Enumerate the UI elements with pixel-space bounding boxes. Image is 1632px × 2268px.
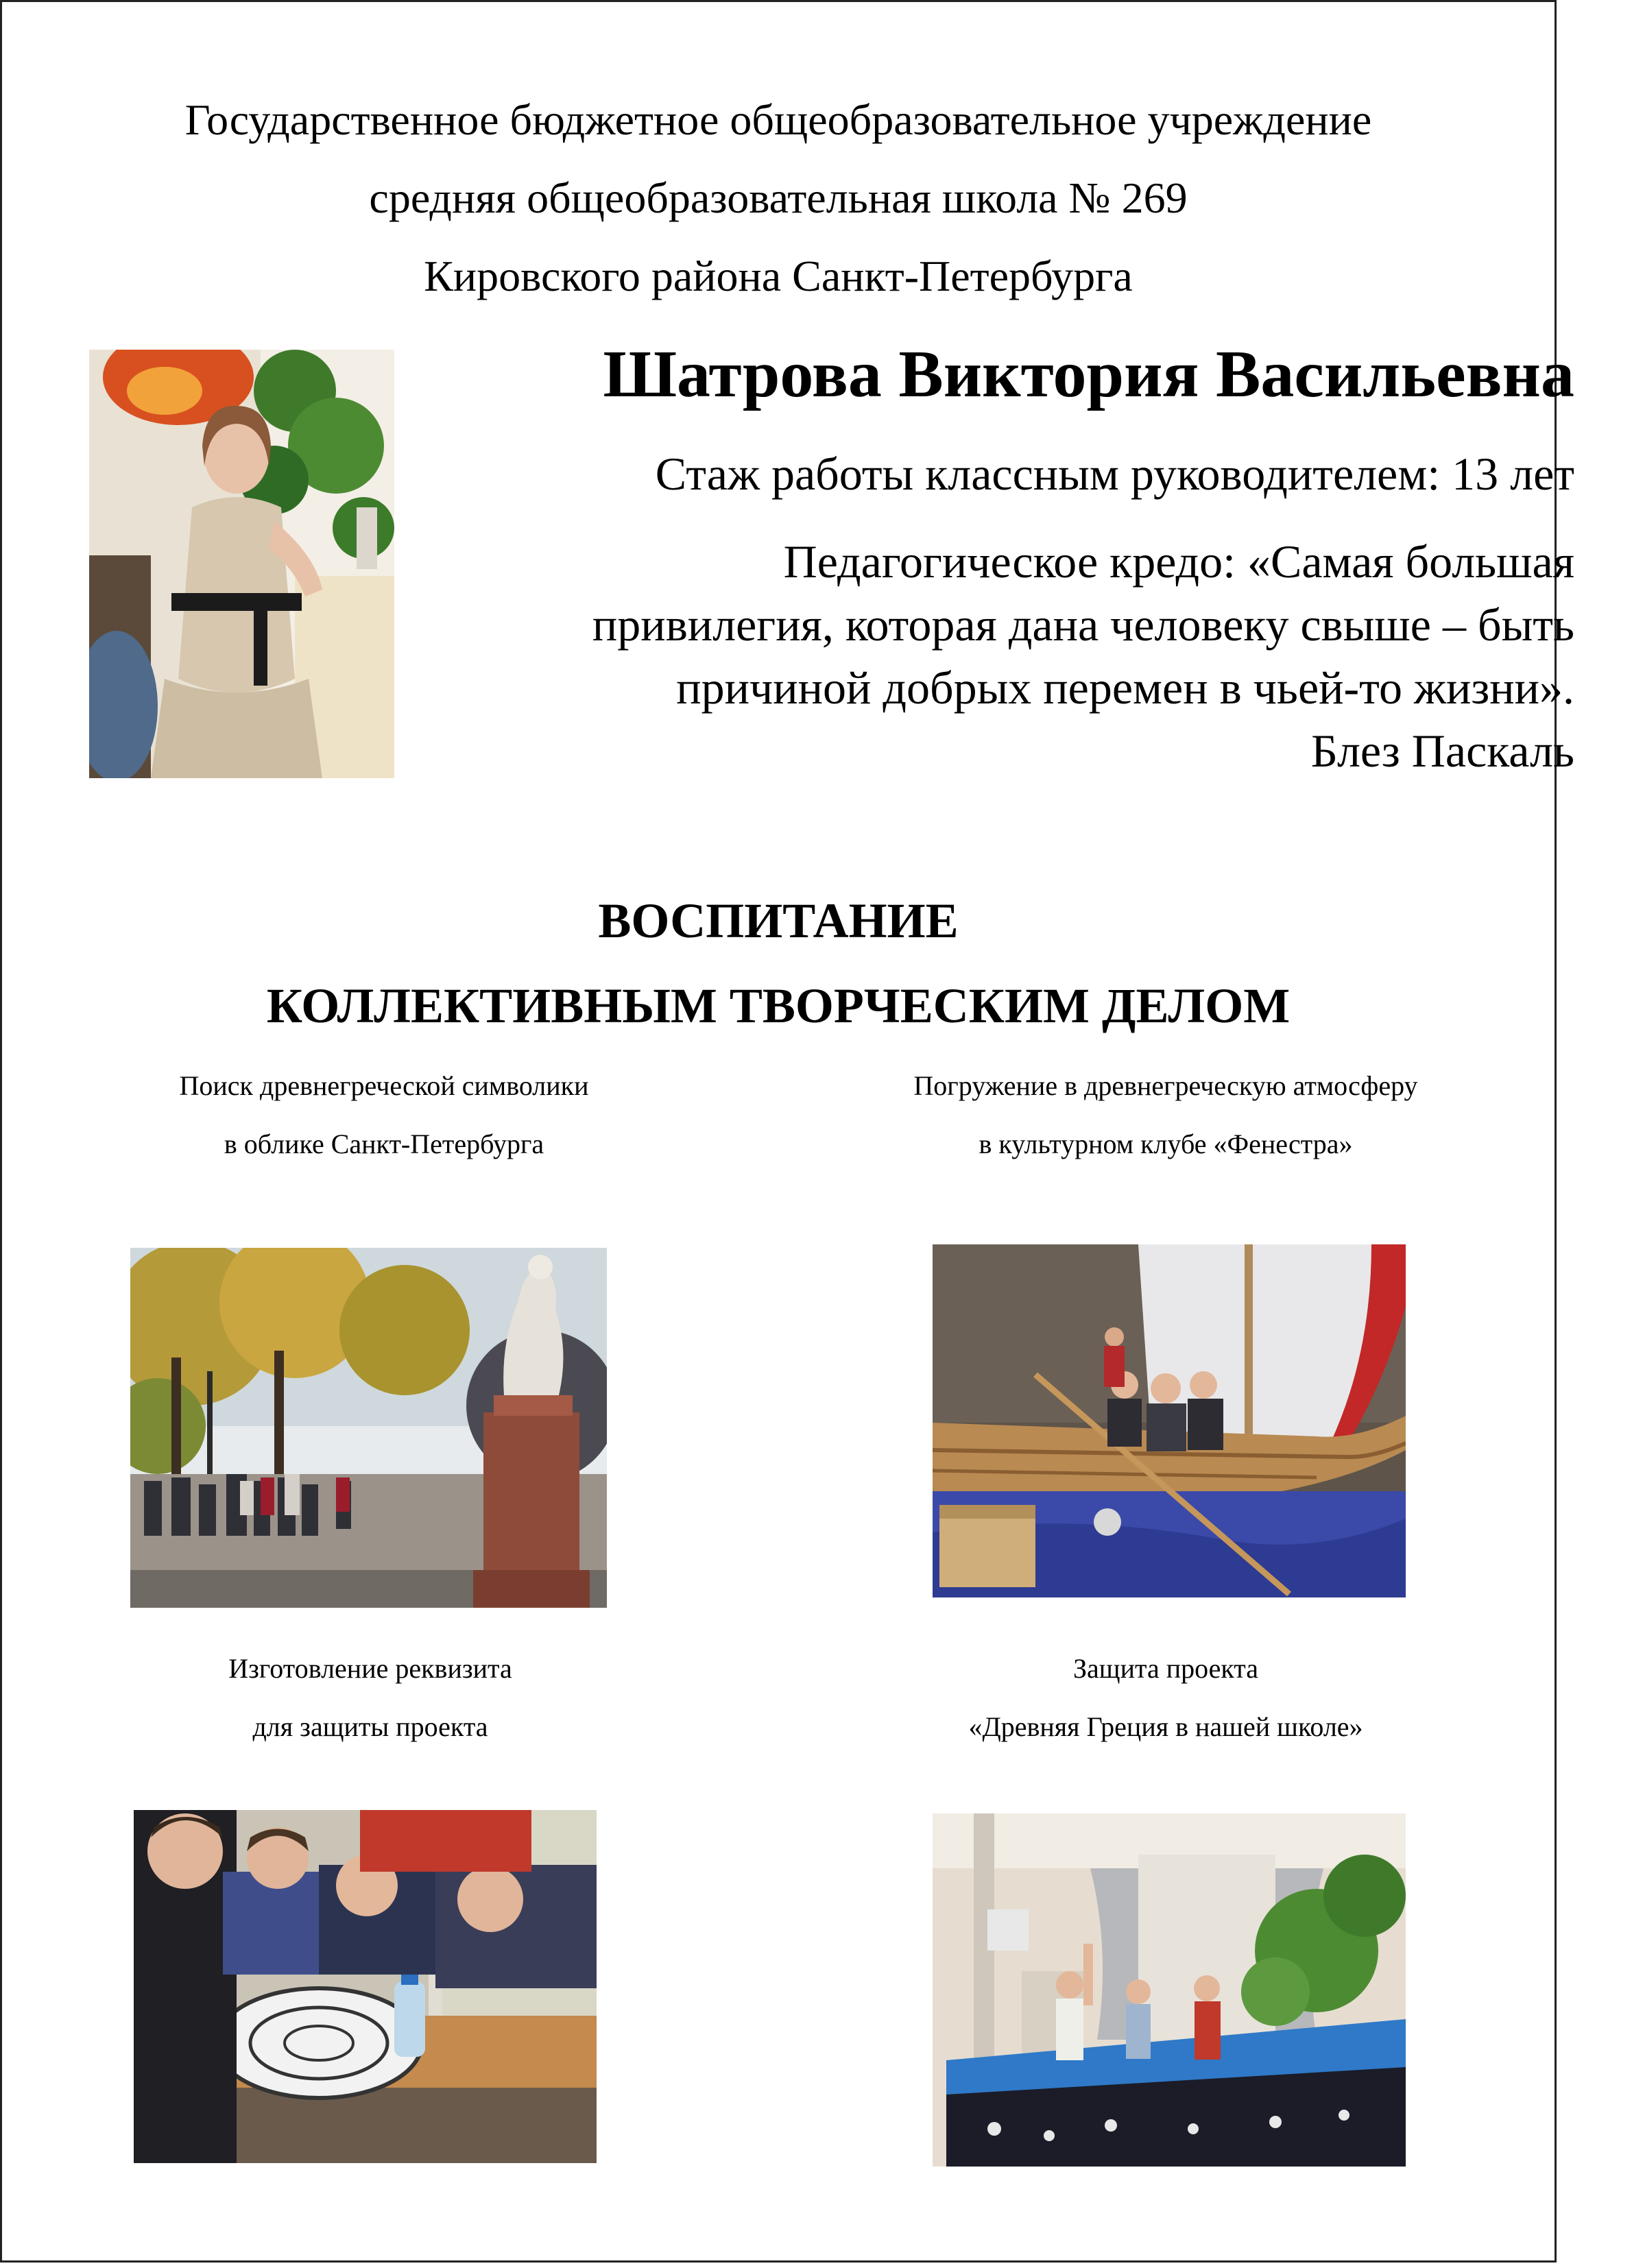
caption-1-line1: Поиск древнегреческой символики	[179, 1070, 589, 1101]
school-name-line3: Кировского района Санкт-Петербурга	[424, 252, 1133, 300]
caption-1-line2: в облике Санкт-Петербурга	[224, 1129, 544, 1159]
credo-line1: Педагогическое кредо: «Самая большая	[783, 535, 1574, 588]
credo-author: Блез Паскаль	[1310, 725, 1574, 777]
section-title-line2: КОЛЛЕКТИВНЫМ ТВОРЧЕСКИМ ДЕЛОМ	[266, 978, 1291, 1033]
photo-making-props	[134, 1810, 597, 2163]
caption-3-line1: Изготовление реквизита	[228, 1653, 512, 1684]
photo-park-statue	[130, 1248, 607, 1608]
photo-boat-sail	[933, 1244, 1406, 1597]
caption-2-line2: в культурном клубе «Фенестра»	[979, 1129, 1353, 1159]
caption-3-line2: для защиты проекта	[252, 1711, 488, 1742]
caption-2-line1: Погружение в древнегреческую атмосферу	[913, 1070, 1418, 1101]
portrait-photo	[89, 350, 394, 778]
credo-line2: привилегия, которая дана человеку свыше – быть	[592, 599, 1574, 651]
caption-4-line2: «Древняя Греция в нашей школе»	[968, 1711, 1363, 1742]
section-title-line1: ВОСПИТАНИЕ	[598, 893, 959, 948]
school-name-line1: Государственное бюджетное общеобразовательное учреждение	[184, 95, 1372, 144]
caption-4-line1: Защита проекта	[1073, 1653, 1258, 1684]
credo-line3: причиной добрых перемен в чьей-то жизни».	[676, 662, 1574, 714]
school-name-line2: средняя общеобразовательная школа № 269	[369, 173, 1188, 222]
teacher-name: Шатрова Виктория Васильевна	[603, 337, 1574, 411]
experience-text: Стаж работы классным руководителем: 13 лет	[655, 448, 1574, 500]
photo-project-defense	[933, 1813, 1406, 2167]
